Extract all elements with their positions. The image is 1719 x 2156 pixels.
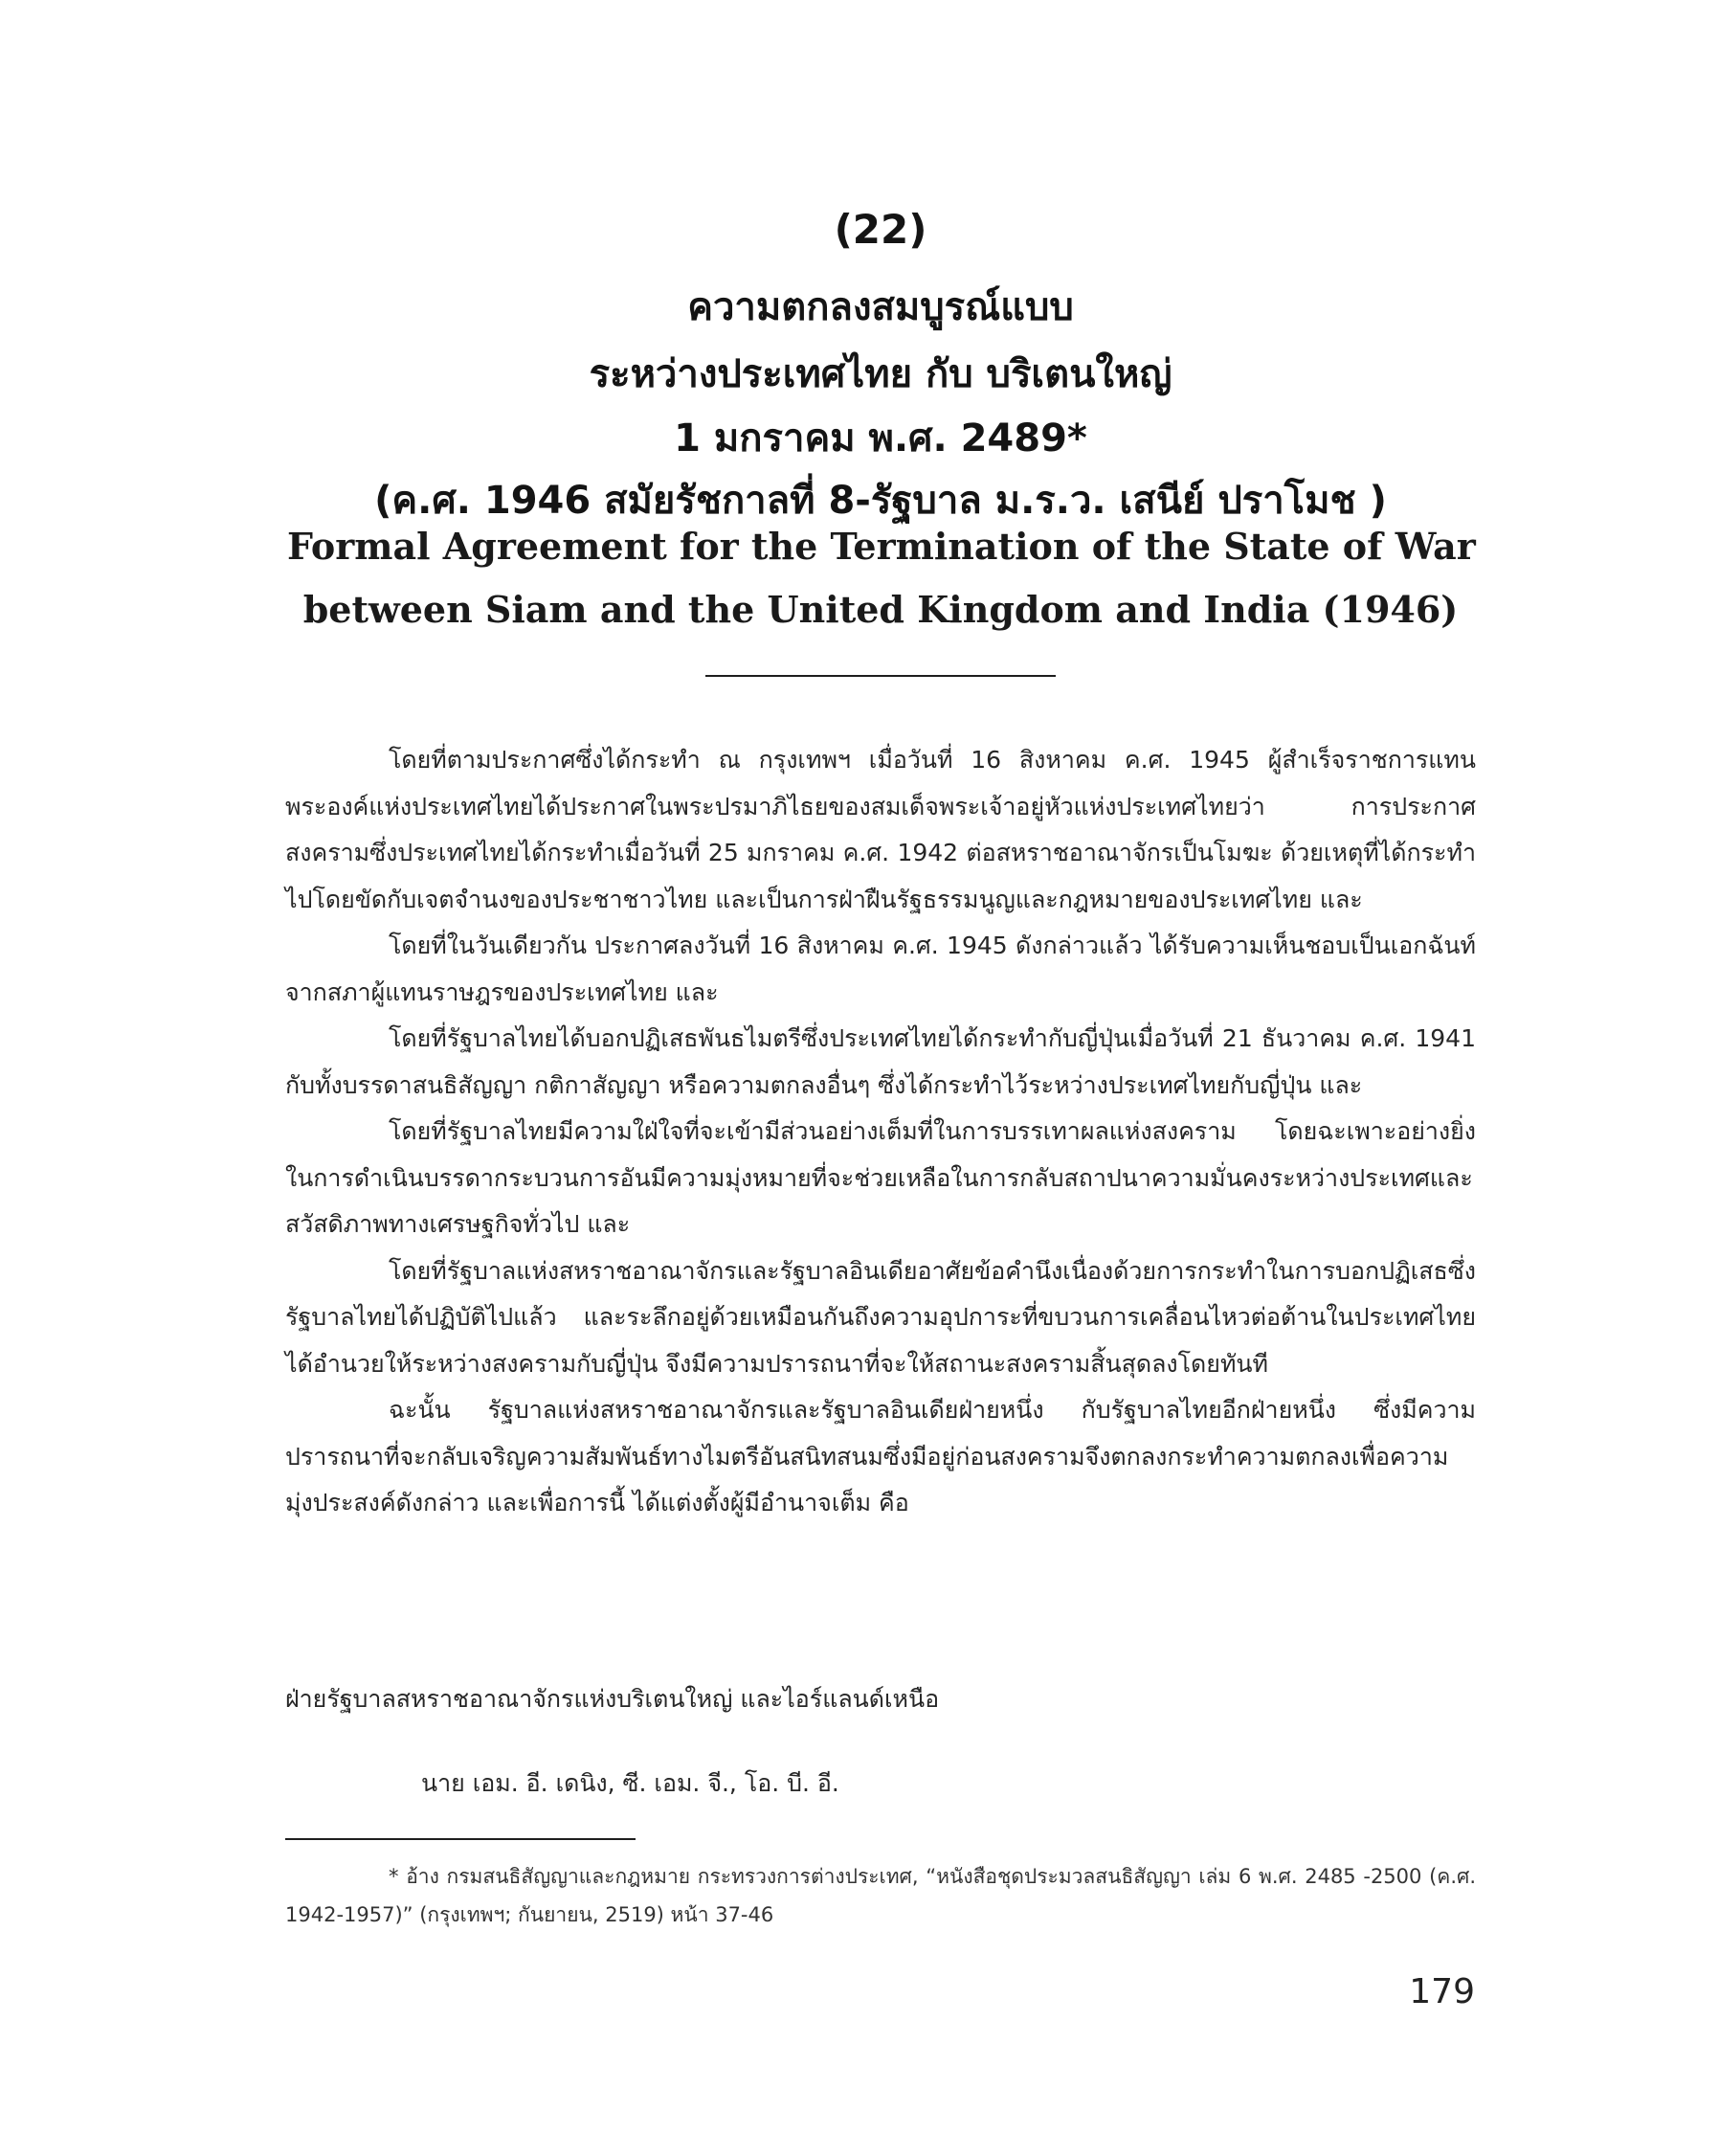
paragraph-2: โดยที่ในวันเดียวกัน ประกาศลงวันที่ 16 สิงหาคม ค.ศ. 1945 ดังกล่าวแล้ว ได้รับความเห็นชอบเป็นเอกฉันท์จากสภาผู้แทนราษฎรของประเทศไทย และ xyxy=(285,932,1476,1006)
title-date: 1 มกราคม พ.ศ. 2489* xyxy=(674,416,1087,460)
title-line-2: ระหว่างประเทศไทย กับ บริเตนใหญ่ xyxy=(589,352,1172,396)
signatory-party-label: ฝ่ายรัฐบาลสหราชอาณาจักรแห่งบริเตนใหญ่ และไอร์แลนด์เหนือ xyxy=(285,1685,940,1713)
paragraph-3: โดยที่รัฐบาลไทยได้บอกปฏิเสธพันธไมตรีซึ่งประเทศไทยได้กระทำกับญี่ปุ่นเมื่อวันที่ 21 ธันวาคม ค.ศ. 1941 กับทั้งบรรดาสนธิสัญญา กติกาสัญญา หรือความตกลงอื่นๆ ซึ่งได้กระทำไว้ระหว่างประเทศไทยกับญี่ปุ่น และ xyxy=(285,1024,1476,1099)
title-divider xyxy=(705,675,1056,677)
english-title-line-1: Formal Agreement for the Termination of the State of War xyxy=(287,525,1476,568)
english-title-line-2: between Siam and the United Kingdom and India (1946) xyxy=(302,588,1459,631)
signatory-name: นาย เอม. อี. เดนิง, ซี. เอม. จี., โอ. บี. อี. xyxy=(421,1769,839,1797)
footnote-divider xyxy=(285,1838,636,1840)
document-number: (22) xyxy=(834,206,927,253)
page-number: 179 xyxy=(1409,1972,1475,2011)
paragraph-5: โดยที่รัฐบาลแห่งสหราชอาณาจักรและรัฐบาลอินเดียอาศัยข้อคำนึงเนื่องด้วยการกระทำในการบอกปฏิเสธซึ่งรัฐบาลไทยได้ปฏิบัติไปแล้ว และระลึกอยู่ด้วยเหมือนกันถึงความอุปการะที่ขบวนการเคลื่อนไหวต่อต้านในประเทศไทยได้อำนวยให้ระหว่างสงครามกับญี่ปุ่น จึงมีความปรารถนาที่จะให้สถานะสงครามสิ้นสุดลงโดยทันที xyxy=(285,1256,1476,1378)
footnote: * อ้าง กรมสนธิสัญญาและกฎหมาย กระทรวงการต่างประเทศ, “หนังสือชุดประมวลสนธิสัญญา เล่ม 6 พ.ศ. 2485 -2500 (ค.ศ. 1942-1957)” (กรุงเทพฯ; กันยายน, 2519) หน้า 37-46 xyxy=(285,1865,1476,1926)
paragraph-6: ฉะนั้น รัฐบาลแห่งสหราชอาณาจักรและรัฐบาลอินเดียฝ่ายหนึ่ง กับรัฐบาลไทยอีกฝ่ายหนึ่ง ซึ่งมีความปรารถนาที่จะกลับเจริญความสัมพันธ์ทางไมตรีอันสนิทสนมซึ่งมีอยู่ก่อนสงครามจึงตกลงกระทำความตกลงเพื่อความมุ่งประสงค์ดังกล่าว และเพื่อการนี้ ได้แต่งตั้งผู้มีอำนาจเต็ม คือ xyxy=(285,1396,1476,1516)
agreement-body xyxy=(285,737,1476,1527)
title-context: (ค.ศ. 1946 สมัยรัชกาลที่ 8-รัฐบาล ม.ร.ว. เสนีย์ ปราโมช ) xyxy=(374,479,1387,523)
paragraph-4: โดยที่รัฐบาลไทยมีความใฝ่ใจที่จะเข้ามีส่วนอย่างเต็มที่ในการบรรเทาผลแห่งสงคราม โดยฉะเพาะอย่างยิ่ง ในการดำเนินบรรดากระบวนการอันมีความมุ่งหมายที่จะช่วยเหลือในการกลับสถาปนาความมั่นคงระหว่างประเทศและสวัสดิภาพทางเศรษฐกิจทั่วไป และ xyxy=(285,1117,1476,1238)
title-line-1: ความตกลงสมบูรณ์แบบ xyxy=(687,285,1074,329)
paragraph-1: โดยที่ตามประกาศซึ่งได้กระทำ ณ กรุงเทพฯ เมื่อวันที่ 16 สิงหาคม ค.ศ. 1945 ผู้สำเร็จราชการแทนพระองค์แห่งประเทศไทยได้ประกาศในพระปรมาภิไธยของสมเด็จพระเจ้าอยู่หัวแห่งประเทศไทยว่า การประกาศสงครามซึ่งประเทศไทยได้กระทำเมื่อวันที่ 25 มกราคม ค.ศ. 1942 ต่อสหราชอาณาจักรเป็นโมฆะ ด้วยเหตุที่ได้กระทำไปโดยขัดกับเจตจำนงของประชาชาวไทย และเป็นการฝ่าฝืนรัฐธรรมนูญและกฎหมายของประเทศไทย และ xyxy=(285,746,1476,913)
